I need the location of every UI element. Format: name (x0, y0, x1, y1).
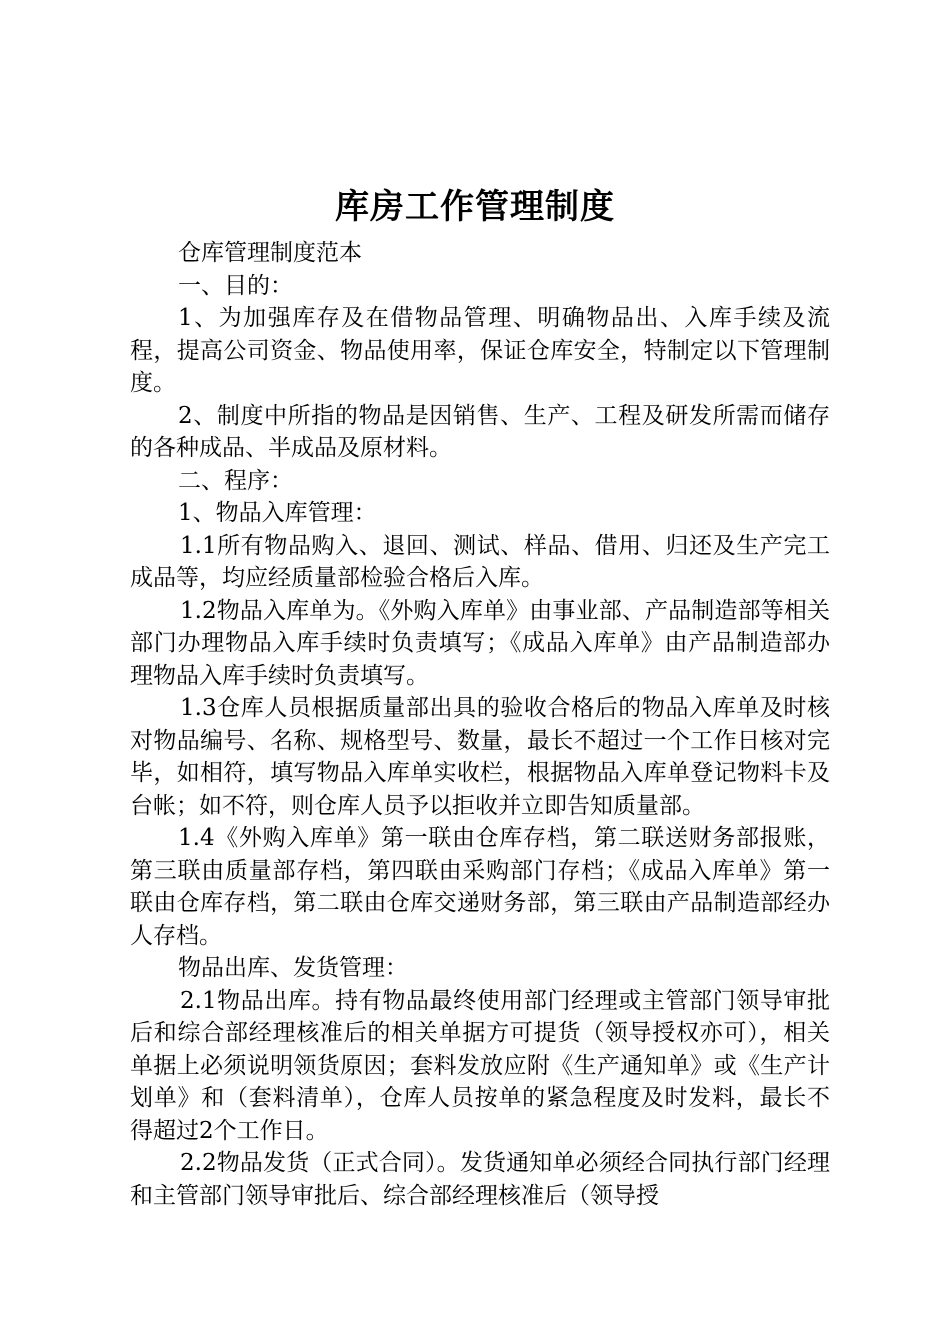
paragraph-section-procedure: 二、程序： (178, 467, 293, 494)
paragraph-section-purpose: 一、目的： (178, 272, 293, 299)
paragraph-outbound-2-2: 2.2物品发货（正式合同）。发货通知单必须经合同执行部门经理和主管部门领导审批后、综合部经理核准后（领导授 (130, 1150, 830, 1209)
paragraph-inbound-1-3: 1.3仓库人员根据质量部出具的验收合格后的物品入库单及时核对物品编号、名称、规格型号、数量，最长不超过一个工作日核对完毕，如相符，填写物品入库单实收栏，根据物品入库单登记物料卡及台帐；如不符，则仓库人员予以拒收并立即告知质量部。 (130, 695, 830, 819)
paragraph-outbound-2-1: 2.1物品出库。持有物品最终使用部门经理或主管部门领导审批后和综合部经理核准后的相关单据方可提货（领导授权亦可），相关单据上必须说明领货原因；套料发放应附《生产通知单》或《生产计划单》和（套料清单），仓库人员按单的紧急程度及时发料，最长不得超过2个工作日。 (130, 987, 830, 1144)
paragraph-inbound-heading: 1、物品入库管理： (178, 500, 377, 526)
document-body (130, 237, 830, 1212)
paragraph-purpose-2: 2、制度中所指的物品是因销售、生产、工程及研发所需而储存的各种成品、半成品及原材料。 (130, 402, 830, 461)
document-title: 库房工作管理制度 (335, 187, 615, 227)
paragraph-purpose-1: 1、为加强库存及在借物品管理、明确物品出、入库手续及流程，提高公司资金、物品使用率，保证仓库安全，特制定以下管理制度。 (130, 305, 830, 396)
paragraph-heading-sample: 仓库管理制度范本 (178, 240, 362, 266)
paragraph-inbound-1-4: 1.4《外购入库单》第一联由仓库存档，第二联送财务部报账，第三联由质量部存档，第四联由采购部门存档；《成品入库单》第一联由仓库存档，第二联由仓库交递财务部，第三联由产品制造部经办人存档。 (130, 825, 830, 949)
paragraph-inbound-1-2: 1.2物品入库单为。《外购入库单》由事业部、产品制造部等相关部门办理物品入库手续时负责填写；《成品入库单》由产品制造部办理物品入库手续时负责填写。 (130, 597, 830, 689)
paragraph-outbound-heading: 物品出库、发货管理： (178, 955, 408, 981)
paragraph-inbound-1-1: 1.1所有物品购入、退回、测试、样品、借用、归还及生产完工成品等，均应经质量部检验合格后入库。 (130, 532, 830, 591)
